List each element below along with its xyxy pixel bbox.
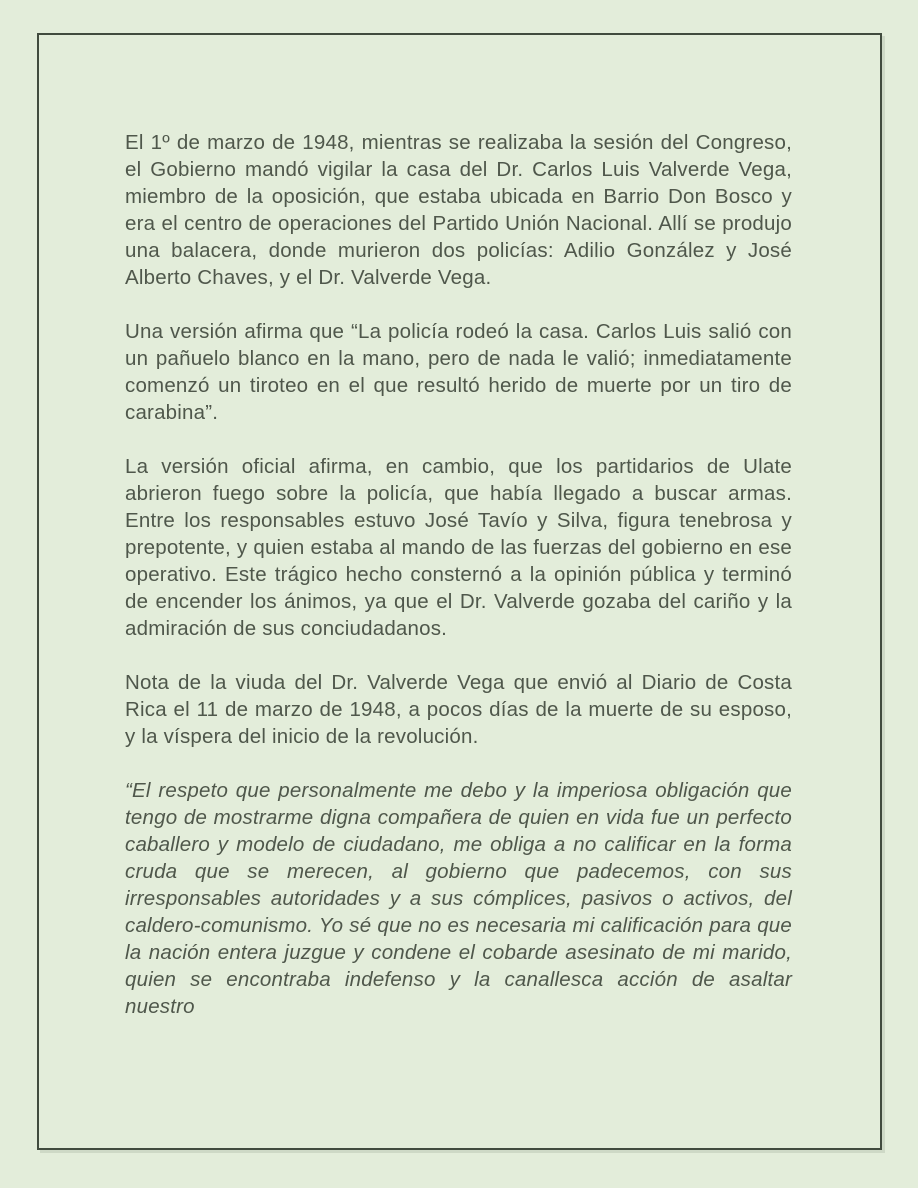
paragraph-version-one: Una versión afirma que “La policía rodeó la casa. Carlos Luis salió con un pañuelo blanco en la mano, pero de nada le valió; inmediatamente comenzó un tiroteo en el que resultó herido de muerte por un tiro de carabina”. [125, 320, 792, 424]
paragraph-official-version: La versión oficial afirma, en cambio, que los partidarios de Ulate abrieron fuego sobre la policía, que había llegado a buscar armas. Entre los responsables estuvo José Tavío y Silva, figura tenebrosa y prepotente, y quien estaba al mando de las fuerzas del gobierno en ese operativo. Este trágico hecho consternó a la opinión pública y terminó de encender los ánimos, ya que el Dr. Valverde gozaba del cariño y la admiración de sus conciudadanos. [125, 455, 792, 640]
document-frame [37, 33, 882, 1150]
paragraph-widow-letter-quote: “El respeto que personalmente me debo y la imperiosa obligación que tengo de mostrarme digna compañera de quien en vida fue un perfecto caballero y modelo de ciudadano, me obliga a no calificar en la forma cruda que se merecen, al gobierno que padecemos, con sus irresponsables autoridades y a sus cómplices, pasivos o activos, del caldero-comunismo. Yo sé que no es necesaria mi calificación para que la nación entera juzgue y condene el cobarde asesinato de mi marido, quien se encontraba indefenso y la canallesca acción de asaltar nuestro [125, 779, 792, 1018]
paragraph-widow-note-intro: Nota de la viuda del Dr. Valverde Vega que envió al Diario de Costa Rica el 11 de marzo de 1948, a pocos días de la muerte de su esposo, y la víspera del inicio de la revolución. [125, 671, 792, 748]
paragraph-events-march-1948: El 1º de marzo de 1948, mientras se realizaba la sesión del Congreso, el Gobierno mandó vigilar la casa del Dr. Carlos Luis Valverde Vega, miembro de la oposición, que estaba ubicada en Barrio Don Bosco y era el centro de operaciones del Partido Unión Nacional. Allí se produjo una balacera, donde murieron dos policías: Adilio González y José Alberto Chaves, y el Dr. Valverde Vega. [125, 131, 792, 289]
document-body [125, 129, 792, 1047]
